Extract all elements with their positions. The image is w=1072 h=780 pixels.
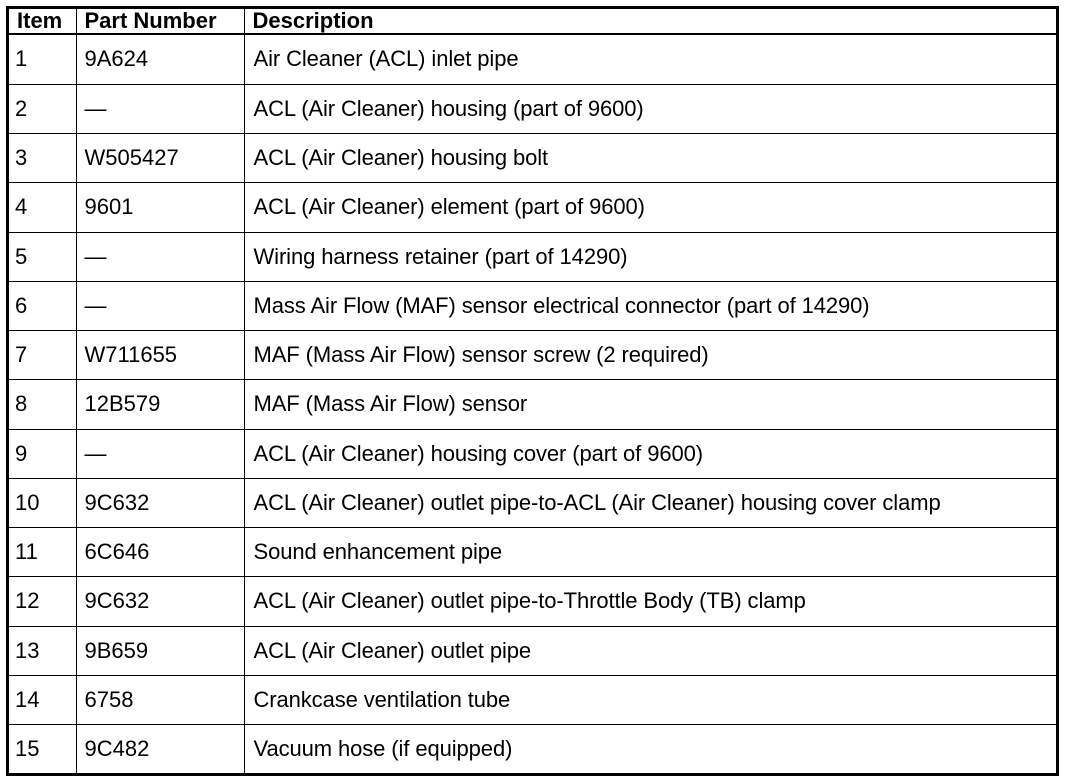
header-description: Description: [244, 9, 1056, 34]
table-header-row: [9, 9, 1056, 34]
cell-item: 13: [9, 626, 76, 675]
cell-item: 1: [9, 34, 76, 84]
table-row: [9, 281, 1056, 330]
cell-item: 7: [9, 331, 76, 380]
cell-part-number: 9A624: [76, 34, 244, 84]
cell-part-number: 9C482: [76, 725, 244, 773]
table-row: [9, 232, 1056, 281]
cell-part-number: 6C646: [76, 528, 244, 577]
cell-description: Air Cleaner (ACL) inlet pipe: [244, 34, 1056, 84]
cell-description: Vacuum hose (if equipped): [244, 725, 1056, 773]
cell-part-number: —: [76, 232, 244, 281]
cell-description: ACL (Air Cleaner) housing cover (part of 9600): [244, 429, 1056, 478]
table-row: [9, 675, 1056, 724]
cell-part-number: W505427: [76, 134, 244, 183]
table-row: [9, 478, 1056, 527]
table-row: [9, 331, 1056, 380]
cell-part-number: 9C632: [76, 478, 244, 527]
cell-part-number: 9C632: [76, 577, 244, 626]
cell-description: ACL (Air Cleaner) element (part of 9600): [244, 183, 1056, 232]
cell-item: 15: [9, 725, 76, 773]
cell-part-number: 9601: [76, 183, 244, 232]
header-part-number: Part Number: [76, 9, 244, 34]
cell-description: ACL (Air Cleaner) housing bolt: [244, 134, 1056, 183]
cell-description: Crankcase ventilation tube: [244, 675, 1056, 724]
cell-description: MAF (Mass Air Flow) sensor: [244, 380, 1056, 429]
cell-item: 12: [9, 577, 76, 626]
table-row: [9, 725, 1056, 773]
cell-description: ACL (Air Cleaner) outlet pipe-to-Throttle Body (TB) clamp: [244, 577, 1056, 626]
table-row: [9, 380, 1056, 429]
cell-item: 8: [9, 380, 76, 429]
table-row: [9, 183, 1056, 232]
table-row: [9, 34, 1056, 84]
header-item: Item: [9, 9, 76, 34]
cell-item: 2: [9, 84, 76, 133]
cell-description: Wiring harness retainer (part of 14290): [244, 232, 1056, 281]
cell-part-number: 6758: [76, 675, 244, 724]
cell-item: 4: [9, 183, 76, 232]
cell-description: ACL (Air Cleaner) housing (part of 9600): [244, 84, 1056, 133]
cell-description: ACL (Air Cleaner) outlet pipe-to-ACL (Air Cleaner) housing cover clamp: [244, 478, 1056, 527]
table-row: [9, 528, 1056, 577]
cell-part-number: 9B659: [76, 626, 244, 675]
cell-part-number: W711655: [76, 331, 244, 380]
cell-part-number: 12B579: [76, 380, 244, 429]
cell-description: MAF (Mass Air Flow) sensor screw (2 required): [244, 331, 1056, 380]
cell-item: 3: [9, 134, 76, 183]
cell-item: 6: [9, 281, 76, 330]
cell-part-number: —: [76, 84, 244, 133]
parts-table-frame: [6, 6, 1059, 776]
table-row: [9, 429, 1056, 478]
cell-part-number: —: [76, 281, 244, 330]
cell-description: Sound enhancement pipe: [244, 528, 1056, 577]
parts-table: [9, 9, 1056, 773]
cell-item: 5: [9, 232, 76, 281]
cell-item: 14: [9, 675, 76, 724]
cell-part-number: —: [76, 429, 244, 478]
table-row: [9, 577, 1056, 626]
cell-item: 11: [9, 528, 76, 577]
cell-item: 10: [9, 478, 76, 527]
cell-description: ACL (Air Cleaner) outlet pipe: [244, 626, 1056, 675]
table-row: [9, 134, 1056, 183]
table-row: [9, 626, 1056, 675]
table-row: [9, 84, 1056, 133]
cell-description: Mass Air Flow (MAF) sensor electrical connector (part of 14290): [244, 281, 1056, 330]
cell-item: 9: [9, 429, 76, 478]
